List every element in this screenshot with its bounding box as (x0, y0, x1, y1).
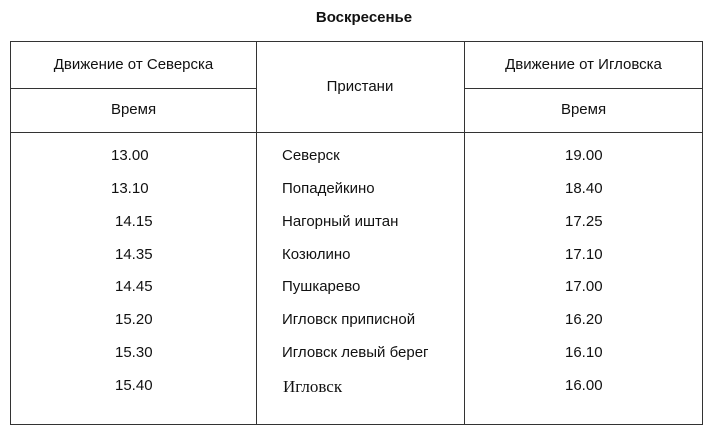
departure-time-from-seversk: 13.10 (111, 180, 149, 197)
header-subdivider-left (10, 88, 257, 89)
header-left-direction: Движение от Северска (53, 56, 214, 73)
departure-time-from-seversk: 14.35 (115, 246, 153, 263)
header-piers: Пристани (326, 78, 394, 95)
departure-time-from-seversk: 15.30 (115, 344, 153, 361)
pier-name: Северск (282, 147, 340, 164)
schedule-table (10, 41, 703, 425)
pier-name: Попадейкино (282, 180, 375, 197)
header-left-time: Время (110, 101, 157, 118)
departure-time-from-seversk: 15.20 (115, 311, 153, 328)
schedule-title: Воскресенье (315, 9, 413, 26)
departure-time-from-seversk: 14.15 (115, 213, 153, 230)
departure-time-from-iglovsk: 17.10 (565, 246, 603, 263)
header-bottom-divider (10, 132, 703, 133)
pier-name: Игловск левый берег (282, 344, 429, 361)
header-right-time: Время (560, 101, 607, 118)
column-divider-left (256, 41, 257, 425)
departure-time-from-iglovsk: 17.00 (565, 278, 603, 295)
departure-time-from-seversk: 14.45 (115, 278, 153, 295)
departure-time-from-iglovsk: 18.40 (565, 180, 603, 197)
departure-time-from-iglovsk: 17.25 (565, 213, 603, 230)
pier-name: Пушкарево (282, 278, 361, 295)
departure-time-from-iglovsk: 16.00 (565, 377, 603, 394)
pier-name: Игловск приписной (282, 311, 416, 328)
departure-time-from-iglovsk: 16.10 (565, 344, 603, 361)
pier-name: Игловск (283, 377, 343, 396)
pier-name: Козюлино (282, 246, 351, 263)
pier-name: Нагорный иштан (282, 213, 399, 230)
header-subdivider-right (464, 88, 703, 89)
departure-time-from-iglovsk: 16.20 (565, 311, 603, 328)
departure-time-from-iglovsk: 19.00 (565, 147, 603, 164)
departure-time-from-seversk: 15.40 (115, 377, 153, 394)
column-divider-right (464, 41, 465, 425)
header-right-direction: Движение от Игловска (505, 56, 662, 73)
departure-time-from-seversk: 13.00 (111, 147, 149, 164)
